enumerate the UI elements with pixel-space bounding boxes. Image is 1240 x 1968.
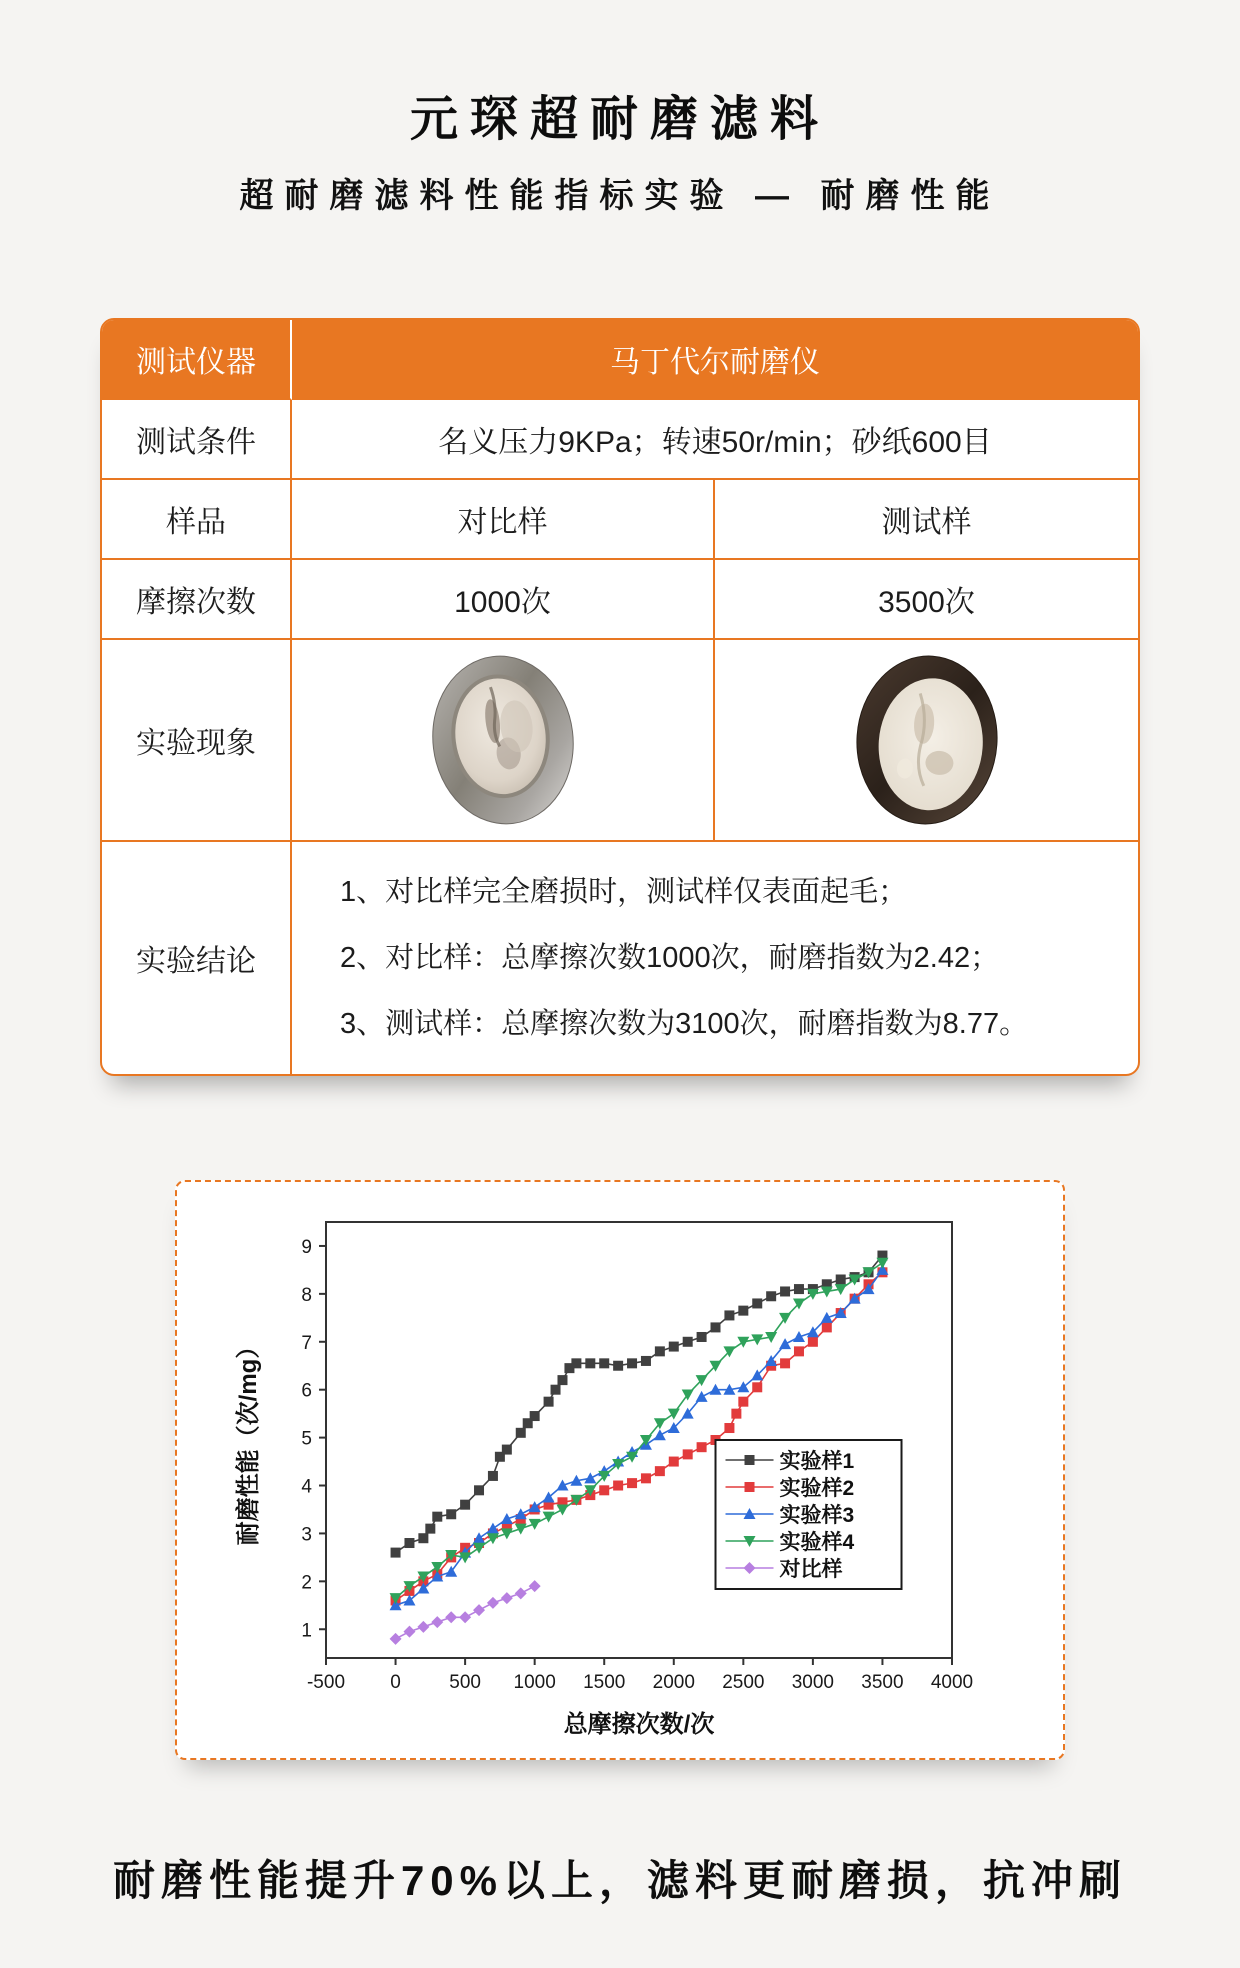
svg-text:1000: 1000 bbox=[513, 1672, 556, 1693]
performance-line-chart bbox=[230, 1192, 1010, 1748]
conclusion-line-3: 3、测试样：总摩擦次数为3100次，耐磨指数为8.77。 bbox=[340, 1008, 1029, 1040]
svg-text:3: 3 bbox=[301, 1524, 312, 1546]
svg-text:2500: 2500 bbox=[722, 1672, 765, 1693]
svg-text:2: 2 bbox=[301, 1572, 312, 1594]
contrast-sample-photo bbox=[423, 650, 583, 830]
svg-text:总摩擦次数/次: 总摩擦次数/次 bbox=[563, 1711, 715, 1738]
contrast-sample-photo-cell bbox=[292, 640, 715, 842]
svg-text:3500: 3500 bbox=[861, 1672, 904, 1693]
svg-text:9: 9 bbox=[301, 1236, 312, 1258]
sample-test-cell: 测试样 bbox=[715, 480, 1138, 560]
phenomenon-label: 实验现象 bbox=[102, 640, 292, 842]
svg-text:实验样3: 实验样3 bbox=[779, 1504, 855, 1527]
svg-text:实验样2: 实验样2 bbox=[779, 1477, 855, 1500]
svg-text:7: 7 bbox=[301, 1332, 312, 1354]
conclusion-text bbox=[292, 842, 1138, 1074]
table-row-condition bbox=[102, 400, 1138, 480]
friction-label: 摩擦次数 bbox=[102, 560, 292, 640]
svg-text:4000: 4000 bbox=[930, 1672, 974, 1693]
svg-text:4: 4 bbox=[301, 1476, 312, 1498]
table-row-friction bbox=[102, 560, 1138, 640]
table-row-sample bbox=[102, 480, 1138, 560]
sample-contrast-cell: 对比样 bbox=[292, 480, 715, 560]
spec-table bbox=[100, 318, 1140, 1076]
table-row-conclusion bbox=[102, 842, 1138, 1074]
conclusion-line-2: 2、对比样：总摩擦次数1000次，耐磨指数为2.42； bbox=[340, 942, 1000, 974]
table-row-phenomenon bbox=[102, 640, 1138, 842]
instrument-label: 测试仪器 bbox=[102, 320, 292, 400]
svg-text:1: 1 bbox=[301, 1620, 312, 1642]
condition-label: 测试条件 bbox=[102, 400, 292, 480]
svg-text:0: 0 bbox=[390, 1672, 401, 1693]
footer-slogan: 耐磨性能提升70%以上，滤料更耐磨损，抗冲刷 bbox=[112, 1857, 1128, 1904]
sample-label: 样品 bbox=[102, 480, 292, 560]
test-sample-photo bbox=[847, 650, 1007, 830]
svg-text:5: 5 bbox=[301, 1428, 312, 1450]
svg-text:3000: 3000 bbox=[791, 1672, 835, 1693]
svg-text:2000: 2000 bbox=[652, 1672, 695, 1693]
svg-text:6: 6 bbox=[301, 1380, 312, 1402]
test-sample-photo-cell bbox=[715, 640, 1138, 842]
friction-contrast-cell: 1000次 bbox=[292, 560, 715, 640]
svg-text:8: 8 bbox=[301, 1284, 312, 1306]
spec-table-grid bbox=[102, 320, 1138, 1074]
svg-text:实验样4: 实验样4 bbox=[779, 1531, 855, 1554]
svg-text:耐磨性能（次/mg）: 耐磨性能（次/mg） bbox=[235, 1334, 262, 1546]
page-title: 元琛超耐磨滤料 bbox=[409, 93, 830, 146]
performance-chart-card bbox=[175, 1180, 1065, 1760]
svg-text:-500: -500 bbox=[306, 1672, 346, 1693]
condition-value: 名义压力9KPa；转速50r/min；砂纸600目 bbox=[292, 400, 1138, 480]
svg-text:对比样: 对比样 bbox=[779, 1558, 843, 1581]
svg-text:500: 500 bbox=[449, 1672, 481, 1693]
table-row-instrument bbox=[102, 320, 1138, 400]
svg-text:实验样1: 实验样1 bbox=[779, 1450, 855, 1473]
svg-text:1500: 1500 bbox=[583, 1672, 626, 1693]
friction-test-cell: 3500次 bbox=[715, 560, 1138, 640]
conclusion-label: 实验结论 bbox=[102, 842, 292, 1074]
page-subtitle: 超耐磨滤料性能指标实验 — 耐磨性能 bbox=[239, 177, 1001, 215]
conclusion-line-1: 1、对比样完全磨损时，测试样仅表面起毛； bbox=[340, 876, 908, 908]
instrument-value: 马丁代尔耐磨仪 bbox=[292, 320, 1138, 400]
